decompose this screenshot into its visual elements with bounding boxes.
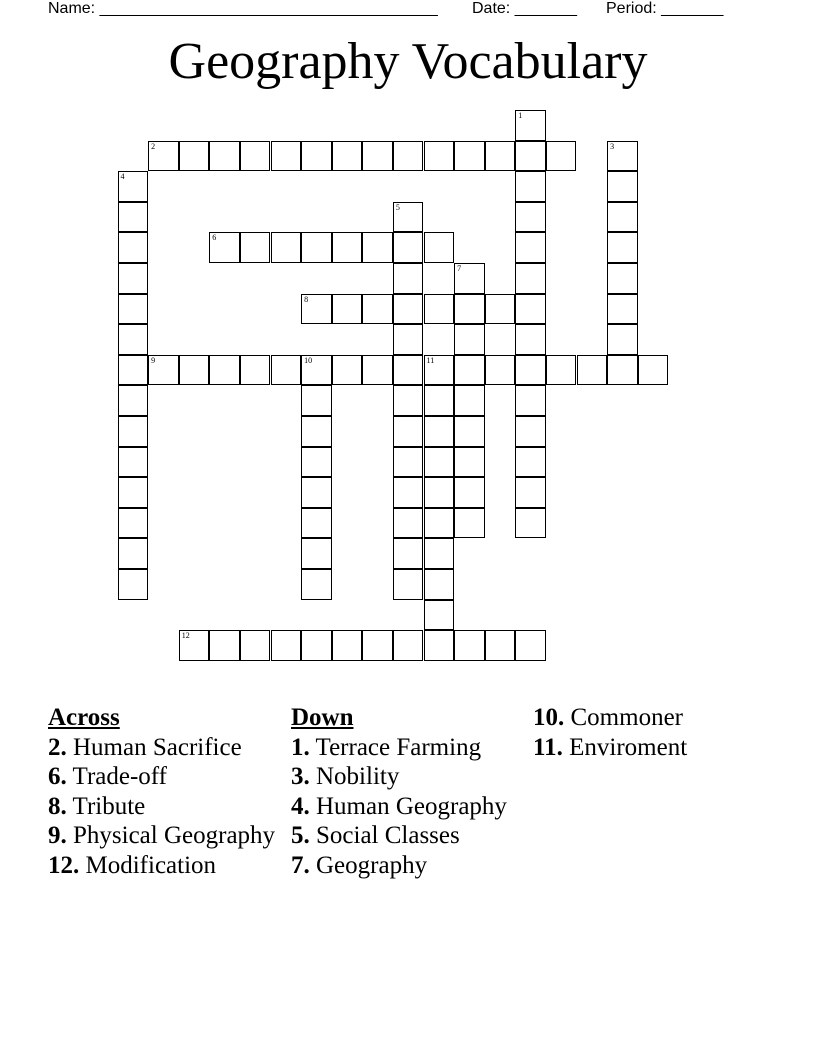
crossword-cell[interactable] bbox=[301, 538, 332, 569]
crossword-cell[interactable] bbox=[607, 263, 638, 294]
down-clue bbox=[533, 733, 773, 763]
clue-number-label: 8. bbox=[48, 792, 67, 820]
across-clues bbox=[48, 703, 278, 880]
crossword-cell[interactable] bbox=[179, 355, 210, 386]
crossword-cell[interactable] bbox=[332, 355, 363, 386]
crossword-cell[interactable] bbox=[424, 141, 455, 172]
clue-number: 8 bbox=[304, 294, 309, 304]
crossword-cell[interactable] bbox=[393, 477, 424, 508]
crossword-cell[interactable] bbox=[454, 416, 485, 447]
crossword-cell[interactable] bbox=[362, 141, 393, 172]
crossword-cell[interactable] bbox=[515, 630, 546, 661]
crossword-cell[interactable] bbox=[332, 141, 363, 172]
crossword-cell[interactable] bbox=[638, 355, 669, 386]
crossword-cell[interactable] bbox=[332, 630, 363, 661]
clue-number: 11 bbox=[426, 355, 435, 365]
crossword-cell[interactable] bbox=[454, 477, 485, 508]
crossword-cell[interactable] bbox=[118, 538, 149, 569]
crossword-cell[interactable] bbox=[393, 630, 424, 661]
crossword-cell[interactable] bbox=[209, 141, 240, 172]
clue-number-label: 4. bbox=[291, 792, 310, 820]
crossword-cell[interactable] bbox=[118, 202, 149, 233]
clue-number-label: 9. bbox=[48, 822, 67, 849]
clue-text: Modification bbox=[79, 851, 217, 879]
crossword-cell[interactable] bbox=[240, 232, 271, 263]
crossword-cell[interactable] bbox=[424, 294, 455, 325]
crossword-cell[interactable] bbox=[393, 324, 424, 355]
clue-text: Terrace Farming bbox=[309, 733, 482, 761]
clue-number: 7 bbox=[457, 264, 462, 273]
crossword-cell[interactable] bbox=[515, 447, 546, 478]
crossword-cell[interactable] bbox=[393, 385, 424, 416]
clue-number-label: 6. bbox=[48, 763, 67, 790]
crossword-cell[interactable] bbox=[301, 294, 332, 325]
crossword-cell[interactable] bbox=[607, 324, 638, 355]
clue-number-label: 7. bbox=[291, 851, 310, 879]
crossword-cell[interactable] bbox=[118, 232, 149, 263]
crossword-cell[interactable] bbox=[424, 355, 455, 386]
crossword-cell[interactable] bbox=[271, 232, 302, 263]
crossword-cell[interactable] bbox=[485, 294, 516, 325]
clue-number: 5 bbox=[395, 202, 400, 212]
crossword-cell[interactable] bbox=[454, 630, 485, 661]
crossword-cell[interactable] bbox=[515, 385, 546, 416]
crossword-cell[interactable] bbox=[485, 141, 516, 172]
crossword-cell[interactable] bbox=[607, 232, 638, 263]
crossword-cell[interactable] bbox=[393, 141, 424, 172]
across-clue bbox=[48, 733, 278, 763]
clue-text: Commoner bbox=[564, 704, 683, 731]
crossword-cell[interactable] bbox=[148, 141, 179, 172]
crossword-cell[interactable] bbox=[332, 232, 363, 263]
crossword-cell[interactable] bbox=[179, 141, 210, 172]
crossword-cell[interactable] bbox=[393, 569, 424, 600]
crossword-cell[interactable] bbox=[301, 416, 332, 447]
crossword-cell[interactable] bbox=[301, 508, 332, 539]
crossword-cell[interactable] bbox=[454, 324, 485, 355]
period-field[interactable]: Period: _______ bbox=[606, 0, 724, 17]
crossword-cell[interactable] bbox=[393, 232, 424, 263]
page-title: Geography Vocabulary bbox=[168, 33, 648, 90]
crossword-cell[interactable] bbox=[424, 569, 455, 600]
down-clue bbox=[291, 733, 526, 763]
crossword-cell[interactable] bbox=[515, 324, 546, 355]
clue-text: Human Sacrifice bbox=[66, 733, 242, 761]
crossword-cell[interactable] bbox=[607, 202, 638, 233]
crossword-cell[interactable] bbox=[209, 355, 240, 386]
clue-number: 12 bbox=[181, 631, 190, 641]
crossword-cell[interactable] bbox=[393, 355, 424, 386]
across-clue bbox=[48, 762, 278, 792]
clue-text: Physical Geography bbox=[66, 822, 276, 849]
clue-text: Enviroment bbox=[562, 733, 688, 761]
crossword-cell[interactable] bbox=[393, 294, 424, 325]
crossword-cell[interactable] bbox=[515, 508, 546, 539]
crossword-cell[interactable] bbox=[454, 355, 485, 386]
down-clue bbox=[533, 703, 773, 733]
crossword-cell[interactable] bbox=[607, 355, 638, 386]
crossword-cell[interactable] bbox=[607, 171, 638, 202]
crossword-cell[interactable] bbox=[301, 447, 332, 478]
crossword-cell[interactable] bbox=[240, 141, 271, 172]
crossword-cell[interactable] bbox=[271, 630, 302, 661]
clue-number: 9 bbox=[151, 355, 156, 365]
crossword-cell[interactable] bbox=[393, 416, 424, 447]
crossword-cell[interactable] bbox=[118, 324, 149, 355]
clue-text: Tribute bbox=[66, 792, 146, 820]
clue-number-label: 1. bbox=[291, 733, 310, 761]
crossword-cell[interactable] bbox=[454, 447, 485, 478]
crossword-cell[interactable] bbox=[118, 508, 149, 539]
clue-number: 10 bbox=[304, 355, 313, 365]
crossword-cell[interactable] bbox=[424, 232, 455, 263]
crossword-cell[interactable] bbox=[546, 141, 577, 172]
crossword-cell[interactable] bbox=[424, 447, 455, 478]
crossword-cell[interactable] bbox=[424, 508, 455, 539]
crossword-cell[interactable] bbox=[271, 141, 302, 172]
crossword-cell[interactable] bbox=[515, 477, 546, 508]
clue-number: 3 bbox=[610, 141, 615, 151]
crossword-cell[interactable] bbox=[454, 141, 485, 172]
crossword-cell[interactable] bbox=[301, 355, 332, 386]
crossword-cell[interactable] bbox=[577, 355, 608, 386]
crossword-cell[interactable] bbox=[240, 355, 271, 386]
down-clue bbox=[291, 821, 526, 851]
crossword-cell[interactable] bbox=[118, 171, 149, 202]
down-clue bbox=[291, 851, 526, 881]
crossword-cell[interactable] bbox=[515, 202, 546, 233]
crossword-cell[interactable] bbox=[393, 538, 424, 569]
crossword-cell[interactable] bbox=[485, 355, 516, 386]
crossword-cell[interactable] bbox=[515, 141, 546, 172]
down-clue bbox=[291, 762, 526, 792]
date-field[interactable]: Date: _______ bbox=[472, 0, 577, 17]
crossword-cell[interactable] bbox=[515, 232, 546, 263]
crossword-cell[interactable] bbox=[454, 263, 485, 294]
down-clues-col2 bbox=[533, 703, 773, 762]
crossword-cell[interactable] bbox=[454, 508, 485, 539]
crossword-cell[interactable] bbox=[424, 416, 455, 447]
clue-text: Trade-off bbox=[66, 763, 167, 790]
crossword-cell[interactable] bbox=[118, 385, 149, 416]
crossword-cell[interactable] bbox=[515, 355, 546, 386]
crossword-cell[interactable] bbox=[118, 294, 149, 325]
crossword-cell[interactable] bbox=[332, 294, 363, 325]
crossword-cell[interactable] bbox=[301, 569, 332, 600]
crossword-cell[interactable] bbox=[301, 385, 332, 416]
crossword-cell[interactable] bbox=[209, 232, 240, 263]
crossword-cell[interactable] bbox=[485, 630, 516, 661]
crossword-cell[interactable] bbox=[424, 385, 455, 416]
crossword-cell[interactable] bbox=[148, 355, 179, 386]
crossword-cell[interactable] bbox=[607, 294, 638, 325]
crossword-cell[interactable] bbox=[118, 477, 149, 508]
crossword-cell[interactable] bbox=[515, 171, 546, 202]
crossword-cell[interactable] bbox=[362, 294, 393, 325]
clue-number-label: 3. bbox=[291, 763, 310, 790]
across-clue bbox=[48, 821, 278, 851]
crossword-cell[interactable] bbox=[118, 416, 149, 447]
crossword-cell[interactable] bbox=[515, 416, 546, 447]
crossword-cell[interactable] bbox=[424, 600, 455, 631]
crossword-cell[interactable] bbox=[393, 447, 424, 478]
crossword-cell[interactable] bbox=[424, 477, 455, 508]
crossword-cell[interactable] bbox=[454, 385, 485, 416]
name-field[interactable]: Name: ______________________________________ bbox=[48, 0, 438, 17]
clue-text: Nobility bbox=[309, 763, 400, 790]
crossword-cell[interactable] bbox=[301, 232, 332, 263]
crossword-cell[interactable] bbox=[240, 630, 271, 661]
clue-number-label: 11. bbox=[533, 733, 563, 761]
crossword-cell[interactable] bbox=[362, 355, 393, 386]
crossword-cell[interactable] bbox=[424, 630, 455, 661]
crossword-cell[interactable] bbox=[515, 110, 546, 141]
across-heading: Across bbox=[48, 704, 120, 731]
crossword-cell[interactable] bbox=[515, 263, 546, 294]
across-clue bbox=[48, 792, 278, 822]
crossword-cell[interactable] bbox=[301, 477, 332, 508]
clue-number: 4 bbox=[120, 172, 125, 182]
down-clues-col1 bbox=[291, 703, 526, 880]
crossword-cell[interactable] bbox=[393, 202, 424, 233]
clue-number-label: 5. bbox=[291, 822, 310, 849]
clue-text: Geography bbox=[309, 851, 428, 879]
crossword-cell[interactable] bbox=[118, 263, 149, 294]
clue-number-label: 10. bbox=[533, 704, 565, 731]
clue-number: 1 bbox=[518, 111, 523, 120]
across-clue bbox=[48, 851, 278, 881]
crossword-cell[interactable] bbox=[424, 538, 455, 569]
down-heading: Down bbox=[291, 704, 354, 731]
clue-number: 6 bbox=[212, 233, 217, 243]
crossword-cell[interactable] bbox=[515, 294, 546, 325]
crossword-cell[interactable] bbox=[118, 355, 149, 386]
clue-text: Social Classes bbox=[309, 822, 460, 849]
clue-number-label: 12. bbox=[48, 851, 80, 879]
clue-number-label: 2. bbox=[48, 733, 67, 761]
crossword-cell[interactable] bbox=[301, 141, 332, 172]
clue-text: Human Geography bbox=[309, 792, 507, 820]
crossword-cell[interactable] bbox=[393, 263, 424, 294]
crossword-cell[interactable] bbox=[607, 141, 638, 172]
crossword-cell[interactable] bbox=[209, 630, 240, 661]
down-clue bbox=[291, 792, 526, 822]
crossword-cell[interactable] bbox=[546, 355, 577, 386]
clue-number: 2 bbox=[151, 141, 156, 151]
crossword-cell[interactable] bbox=[393, 508, 424, 539]
crossword-cell[interactable] bbox=[118, 447, 149, 478]
crossword-cell[interactable] bbox=[362, 630, 393, 661]
crossword-cell[interactable] bbox=[118, 569, 149, 600]
crossword-cell[interactable] bbox=[301, 630, 332, 661]
crossword-cell[interactable] bbox=[454, 294, 485, 325]
crossword-cell[interactable] bbox=[271, 355, 302, 386]
crossword-cell[interactable] bbox=[362, 232, 393, 263]
crossword-cell[interactable] bbox=[179, 630, 210, 661]
